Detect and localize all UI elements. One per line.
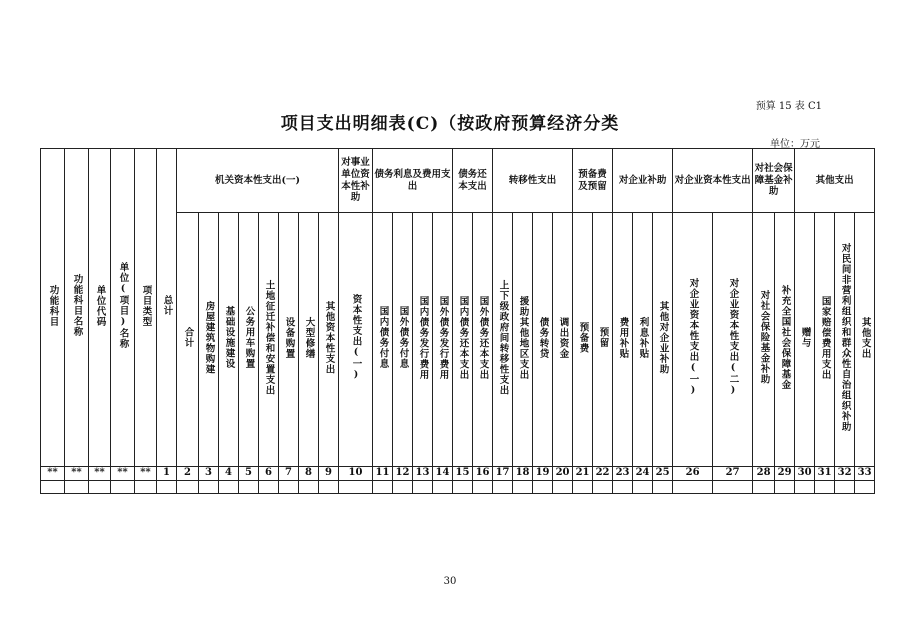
data-cell <box>775 481 795 494</box>
sub-col-header: 预留 <box>593 213 613 467</box>
sub-col-header: 国外债务还本支出 <box>473 213 493 467</box>
column-number: 32 <box>835 467 855 481</box>
sub-col-header: 补充全国社会保障基金 <box>775 213 795 467</box>
column-number: 6 <box>259 467 279 481</box>
column-number: 1 <box>157 467 177 481</box>
sub-col-header: 债务转贷 <box>533 213 553 467</box>
data-cell <box>473 481 493 494</box>
data-cell <box>135 481 157 494</box>
column-number: 23 <box>613 467 633 481</box>
data-cell <box>373 481 393 494</box>
column-number: 13 <box>413 467 433 481</box>
group-debt-principal: 债务还本支出 <box>453 149 493 213</box>
data-cell <box>753 481 775 494</box>
column-number: 2 <box>177 467 199 481</box>
sub-col-header: 国内债务付息 <box>373 213 393 467</box>
group-other: 其他支出 <box>795 149 875 213</box>
column-number: 33 <box>855 467 875 481</box>
group-debt-interest: 债务利息及费用支出 <box>373 149 453 213</box>
sub-col-header: 对民间非营利组织和群众性自治组织补助 <box>835 213 855 467</box>
column-number: 3 <box>199 467 219 481</box>
column-number: 5 <box>239 467 259 481</box>
col-total: 总计 <box>157 149 177 467</box>
data-cell <box>633 481 653 494</box>
data-cell <box>673 481 713 494</box>
column-number: 17 <box>493 467 513 481</box>
sub-col-header: 利息补贴 <box>633 213 653 467</box>
col-unit-code: 单位代码 <box>89 149 111 467</box>
group-enterprise-capital: 对企业资本性支出 <box>673 149 753 213</box>
data-cell <box>533 481 553 494</box>
data-cell <box>177 481 199 494</box>
data-cell <box>393 481 413 494</box>
column-number: 4 <box>219 467 239 481</box>
data-cell <box>111 481 135 494</box>
sub-col-header: 大型修缮 <box>299 213 319 467</box>
column-number: ** <box>111 467 135 481</box>
data-cell <box>259 481 279 494</box>
form-id: 预算 15 表 C1 <box>755 101 822 112</box>
column-number: 29 <box>775 467 795 481</box>
data-cell <box>513 481 533 494</box>
page-number: 30 <box>443 576 457 587</box>
column-number: 14 <box>433 467 453 481</box>
data-cell <box>413 481 433 494</box>
data-cell <box>339 481 373 494</box>
column-number: 19 <box>533 467 553 481</box>
sub-col-header: 其他支出 <box>855 213 875 467</box>
data-cell <box>493 481 513 494</box>
sub-col-header: 预备费 <box>573 213 593 467</box>
column-number: 30 <box>795 467 815 481</box>
data-cell <box>553 481 573 494</box>
sub-col-header: 上下级政府间转移性支出 <box>493 213 513 467</box>
sub-col-header: 公务用车购置 <box>239 213 259 467</box>
column-number: ** <box>65 467 89 481</box>
column-number: ** <box>135 467 157 481</box>
data-cell <box>299 481 319 494</box>
group-social-security: 对社会保障基金补助 <box>753 149 795 213</box>
sub-col-header: 对企业资本性支出(二) <box>713 213 753 467</box>
group-capital-org: 机关资本性支出(一) <box>177 149 339 213</box>
sub-col-header: 其他资本性支出 <box>319 213 339 467</box>
unit-label: 单位：万元 <box>770 139 820 150</box>
column-number: 7 <box>279 467 299 481</box>
column-number: 28 <box>753 467 775 481</box>
col-func-code: 功能科目 <box>41 149 65 467</box>
column-number: 21 <box>573 467 593 481</box>
sub-col-header: 基础设施建设 <box>219 213 239 467</box>
sub-col-header: 国外债务付息 <box>393 213 413 467</box>
column-number: 16 <box>473 467 493 481</box>
sub-col-header: 国外债务发行费用 <box>433 213 453 467</box>
col-unit-name: 单位(项目)名称 <box>111 149 135 467</box>
sub-col-header: 资本性支出(一) <box>339 213 373 467</box>
column-number: ** <box>89 467 111 481</box>
sub-col-header: 合计 <box>177 213 199 467</box>
data-cell <box>795 481 815 494</box>
group-reserve: 预备费及预留 <box>573 149 613 213</box>
data-cell <box>855 481 875 494</box>
budget-table <box>40 148 875 494</box>
sub-col-header: 对社会保险基金补助 <box>753 213 775 467</box>
column-number: 8 <box>299 467 319 481</box>
data-cell <box>41 481 65 494</box>
sub-col-header: 调出资金 <box>553 213 573 467</box>
page-title: 项目支出明细表(C)（按政府预算经济分类 <box>280 114 620 134</box>
column-number: 18 <box>513 467 533 481</box>
column-number: 22 <box>593 467 613 481</box>
data-cell <box>239 481 259 494</box>
data-cell <box>433 481 453 494</box>
sub-col-header: 土地征迁补偿和安置支出 <box>259 213 279 467</box>
sub-col-header: 费用补贴 <box>613 213 633 467</box>
column-number: 20 <box>553 467 573 481</box>
sub-col-header: 其他对企业补助 <box>653 213 673 467</box>
sub-col-header: 设备购置 <box>279 213 299 467</box>
column-number: 24 <box>633 467 653 481</box>
group-transfer: 转移性支出 <box>493 149 573 213</box>
sub-col-header: 国内债务发行费用 <box>413 213 433 467</box>
data-cell <box>835 481 855 494</box>
col-project-type: 项目类型 <box>135 149 157 467</box>
data-cell <box>89 481 111 494</box>
data-cell <box>653 481 673 494</box>
sub-col-header: 援助其他地区支出 <box>513 213 533 467</box>
column-number: 31 <box>815 467 835 481</box>
group-capital-subsidy: 对事业单位资本性补助 <box>339 149 373 213</box>
sub-col-header: 房屋建筑物购建 <box>199 213 219 467</box>
column-number: 25 <box>653 467 673 481</box>
data-cell <box>573 481 593 494</box>
data-cell <box>279 481 299 494</box>
sub-col-header: 对企业资本性支出(一) <box>673 213 713 467</box>
column-number: ** <box>41 467 65 481</box>
column-number: 26 <box>673 467 713 481</box>
sub-col-header: 国家赔偿费用支出 <box>815 213 835 467</box>
column-number: 9 <box>319 467 339 481</box>
data-cell <box>593 481 613 494</box>
column-number: 11 <box>373 467 393 481</box>
data-cell <box>65 481 89 494</box>
column-number: 27 <box>713 467 753 481</box>
data-cell <box>319 481 339 494</box>
data-cell <box>219 481 239 494</box>
col-func-name: 功能科目名称 <box>65 149 89 467</box>
column-number: 10 <box>339 467 373 481</box>
data-cell <box>713 481 753 494</box>
sub-col-header: 赠与 <box>795 213 815 467</box>
column-number: 12 <box>393 467 413 481</box>
sub-col-header: 国内债务还本支出 <box>453 213 473 467</box>
data-cell <box>613 481 633 494</box>
group-enterprise-subsidy: 对企业补助 <box>613 149 673 213</box>
column-number: 15 <box>453 467 473 481</box>
data-cell <box>199 481 219 494</box>
data-cell <box>157 481 177 494</box>
data-cell <box>453 481 473 494</box>
data-cell <box>815 481 835 494</box>
